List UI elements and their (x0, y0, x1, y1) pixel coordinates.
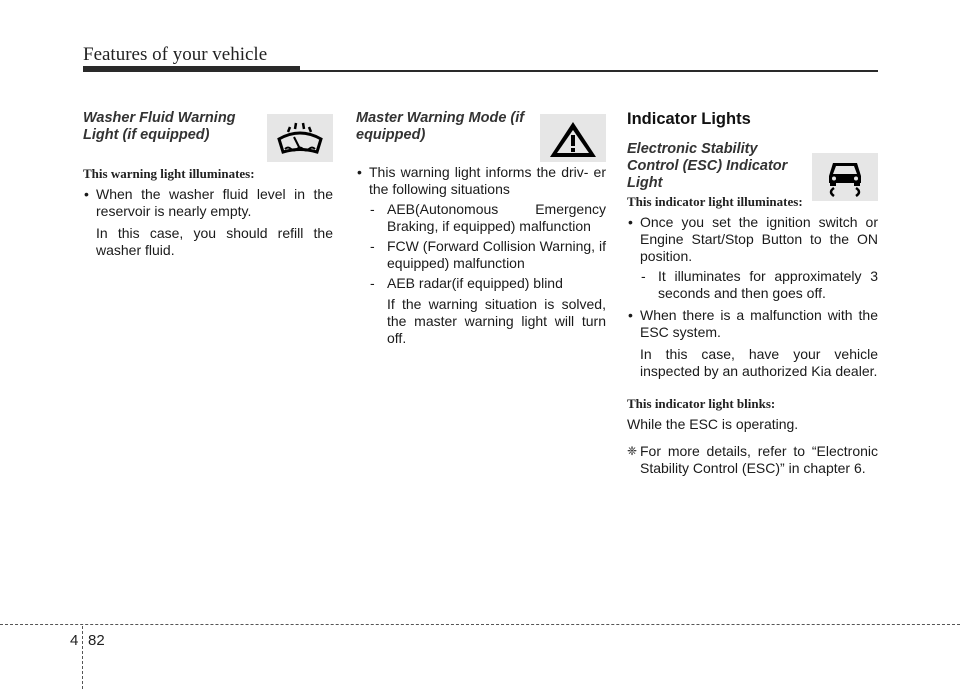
chapter-number: 4 (70, 632, 79, 649)
section-title: Master Warning Mode (if equipped) (356, 110, 525, 143)
master-warning-section (356, 110, 606, 347)
bullet-item: • Once you set the ignition switch or Engine Start/Stop Button to the ON position. (627, 214, 878, 265)
indent-text: If the warning situation is solved, the master warning light will turn off. (387, 296, 606, 346)
lead-illuminates: This indicator light illuminates: (627, 194, 803, 209)
footer-divider (82, 626, 83, 689)
dash-text: It illuminates for approximately 3 seconds and then goes off. (658, 268, 878, 301)
plain-text: While the ESC is operating. (627, 416, 799, 432)
washer-fluid-icon (267, 114, 333, 162)
dash-item: - AEB(Autonomous Emergency Braking, if equipped) malfunction (370, 201, 606, 234)
warning-triangle-icon (540, 114, 606, 162)
lead-blinks: This indicator light blinks: (627, 396, 776, 411)
esc-header (627, 141, 878, 192)
header-bar (83, 66, 300, 72)
bullet-item: • This warning light informs the driv- er the following situations (356, 164, 606, 198)
washer-fluid-section (83, 110, 333, 259)
section-heading: Indicator Lights (627, 110, 751, 128)
reference-note (627, 443, 878, 477)
washer-fluid-header (83, 110, 333, 162)
bullet-item: • When there is a malfunction with the ESC system. (627, 307, 878, 341)
note-text: For more details, refer to “Electronic Stability Control (ESC)” in chapter 6. (640, 443, 878, 476)
dash-text: AEB(Autonomous Emergency Braking, if equipped) malfunction (387, 201, 606, 234)
indent-text: In this case, have your vehicle inspected by an authorized Kia dealer. (640, 346, 878, 379)
section-title: Electronic Stability Control (ESC) Indicator Light (627, 141, 788, 191)
master-warning-header (356, 110, 606, 162)
footer-rule (0, 624, 960, 625)
dash-text: FCW (Forward Collision Warning, if equipped) malfunction (387, 238, 606, 271)
dash-item: - It illuminates for approximately 3 seconds and then goes off. (641, 268, 878, 301)
lead-illuminates: This warning light illuminates: (83, 166, 255, 181)
page-header-title: Features of your vehicle (83, 44, 268, 65)
dash-item: - FCW (Forward Collision Warning, if equipped) malfunction (370, 238, 606, 271)
indicator-lights-section (627, 110, 878, 477)
dash-text: AEB radar(if equipped) blind (387, 275, 563, 291)
header-rule (300, 70, 878, 72)
esc-skid-icon (812, 153, 878, 201)
dash-item: - AEB radar(if equipped) blind (370, 275, 563, 291)
section-title: Washer Fluid Warning Light (if equipped) (83, 110, 236, 143)
page-number: 82 (88, 632, 105, 649)
note-mark: ❈ (627, 444, 638, 458)
bullet-item: • When the washer fluid level in the reservoir is nearly empty. (83, 186, 333, 220)
indent-text: In this case, you should refill the washer fluid. (96, 225, 333, 258)
